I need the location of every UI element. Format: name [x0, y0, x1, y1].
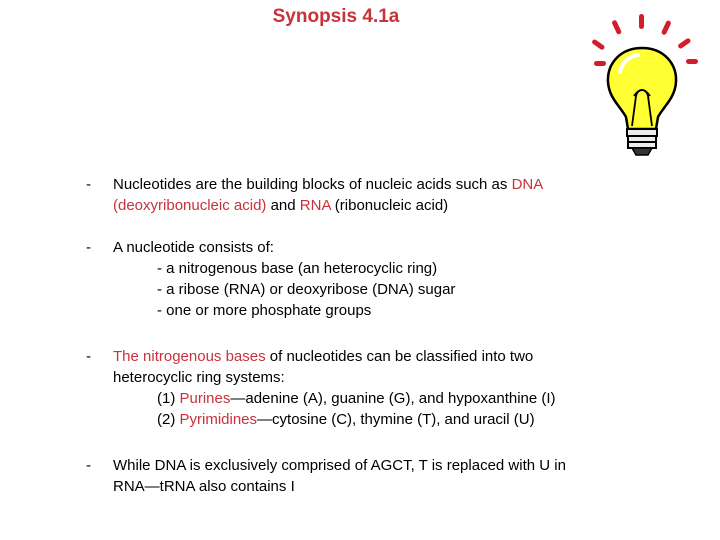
sub-item: - one or more phosphate groups: [157, 302, 372, 319]
bullet-text: Nucleotides are the building blocks of nucleic acids such as: [113, 176, 512, 193]
bullet-dash: -: [86, 176, 91, 193]
highlight-pyrimidines: Pyrimidines: [179, 411, 258, 428]
bullet-text: and: [266, 197, 300, 214]
sub-item: - a ribose (RNA) or deoxyribose (DNA) sugar: [157, 281, 456, 298]
sub-item-number: (2): [157, 411, 180, 428]
bullet-text: While DNA is exclusively comprised of AGCT, T is replaced with U in: [113, 457, 566, 474]
bullet-dash: -: [86, 239, 91, 256]
sub-item: —cytosine (C), thymine (T), and uracil (U): [257, 411, 535, 428]
highlight-rna: RNA: [299, 197, 331, 214]
highlight-purines: Purines: [179, 390, 231, 407]
page-title: Synopsis 4.1a: [272, 6, 400, 27]
bullet-text: A nucleotide consists of:: [113, 239, 274, 256]
bullet-text: of nucleotides can be classified into two: [265, 348, 534, 365]
bullet-text: (ribonucleic acid): [330, 197, 449, 214]
bullet-dash: -: [86, 457, 91, 474]
highlight-nitrogenous-bases: The nitrogenous bases: [113, 348, 266, 365]
highlight-deoxyribonucleic: (deoxyribonucleic acid): [113, 197, 267, 214]
bullet-text: heterocyclic ring systems:: [113, 369, 285, 386]
sub-item: —adenine (A), guanine (G), and hypoxanthine (I): [230, 390, 556, 407]
bullet-dash: -: [86, 348, 91, 365]
highlight-dna: DNA: [511, 176, 544, 193]
sub-item: - a nitrogenous base (an heterocyclic ring): [157, 260, 438, 277]
sub-item-number: (1): [157, 390, 180, 407]
bullet-text: RNA—tRNA also contains I: [113, 478, 295, 495]
